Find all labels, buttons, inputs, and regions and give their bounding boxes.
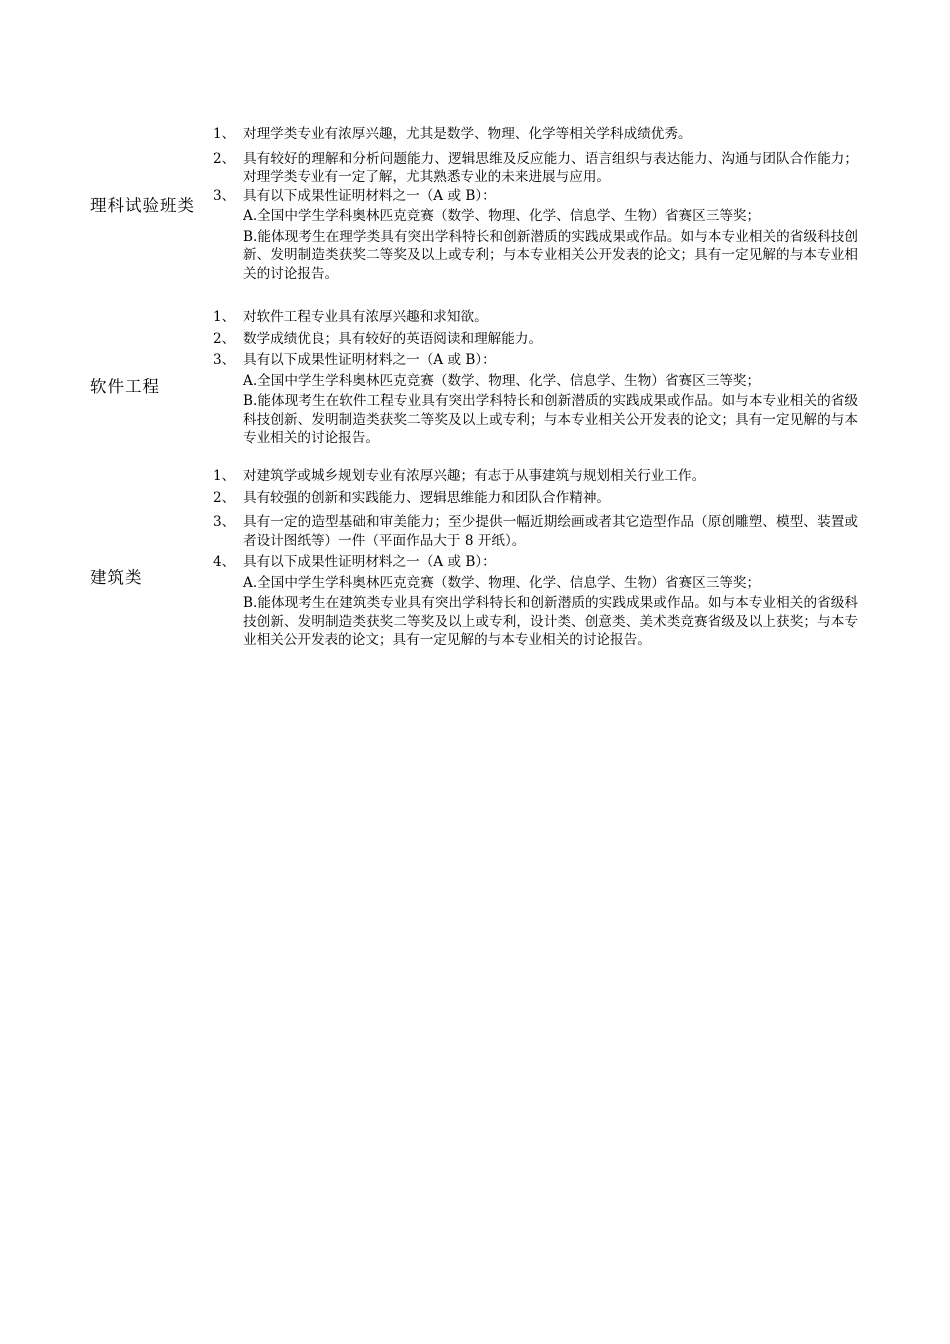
item-number: 4、 <box>213 554 236 570</box>
item-text: 数学成绩优良；具有较好的英语阅读和理解能力。 <box>243 330 543 347</box>
requirement-list <box>213 308 858 448</box>
category-label: 软件工程 <box>90 377 160 396</box>
item-text: 对理学类专业有浓厚兴趣，尤其是数学、物理、化学等相关学科成绩优秀。 <box>243 126 692 142</box>
list-item <box>213 553 858 572</box>
evidence-option-a: A.全国中学生学科奥林匹克竞赛（数学、物理、化学、信息学、生物）省赛区三等奖； <box>243 574 761 591</box>
evidence-option-b: B.能体现考生在软件工程专业具有突出学科特长和创新潜质的实践成果或作品。如与本专业相关的省级科技创新、发明制造类获奖二等奖及以上或专利；与本专业相关公开发表的论文；具有一定见解的与本专业相关的讨论报告。 <box>243 393 858 446</box>
item-number: 3、 <box>213 187 236 204</box>
evidence-option-b: B.能体现考生在理学类具有突出学科特长和创新潜质的实践成果或作品。如与本专业相关的省级科技创新、发明制造类获奖二等奖及以上或专利；与本专业相关公开发表的论文；具有一定见解的与本专业相关的讨论报告。 <box>243 228 858 282</box>
category-label: 建筑类 <box>90 568 143 587</box>
list-item <box>213 125 858 144</box>
item-text: 具有一定的造型基础和审美能力；至少提供一幅近期绘画或者其它造型作品（原创雕塑、模型、装置或者设计图纸等）一件（平面作品大于 8 开纸）。 <box>243 514 858 549</box>
item-number: 2、 <box>213 150 236 167</box>
evidence-option-b: B.能体现考生在建筑类专业具有突出学科特长和创新潜质的实践成果或作品。如与本专业相关的省级科技创新、发明制造类获奖二等奖及以上或专利，设计类、创意类、美术类竞赛省级及以上获奖；与本专业相关公开发表的论文；具有一定见解的与本专业相关的讨论报告。 <box>243 595 858 648</box>
item-text: 对建筑学或城乡规划专业有浓厚兴趣；有志于从事建筑与规划相关行业工作。 <box>243 468 706 484</box>
item-number: 1、 <box>213 309 236 325</box>
list-item <box>213 330 858 349</box>
item-number: 1、 <box>213 126 236 142</box>
list-item <box>213 187 858 206</box>
item-text: 对软件工程专业具有浓厚兴趣和求知欲。 <box>243 309 488 325</box>
list-item <box>213 513 858 550</box>
list-item <box>213 308 858 327</box>
item-text: 具有以下成果性证明材料之一（A 或 B）： <box>243 554 496 570</box>
item-text: 具有较强的创新和实践能力、逻辑思维能力和团队合作精神。 <box>243 489 611 506</box>
list-item <box>213 489 858 508</box>
list-item <box>213 150 858 187</box>
requirement-list <box>213 467 858 650</box>
category-label: 理科试验班类 <box>90 196 195 215</box>
item-number: 3、 <box>213 514 236 530</box>
item-text: 具有较好的理解和分析问题能力、逻辑思维及反应能力、语言组织与表达能力、沟通与团队合作能力；对理学类专业有一定了解，尤其熟悉专业的未来进展与应用。 <box>243 150 858 185</box>
list-item <box>213 467 858 486</box>
evidence-option-a: A.全国中学生学科奥林匹克竞赛（数学、物理、化学、信息学、生物）省赛区三等奖； <box>243 372 761 389</box>
requirement-list <box>213 125 858 283</box>
list-item <box>213 351 858 370</box>
item-text: 具有以下成果性证明材料之一（A 或 B）： <box>243 187 496 204</box>
evidence-option-a: A.全国中学生学科奥林匹克竞赛（数学、物理、化学、信息学、生物）省赛区三等奖； <box>243 208 761 224</box>
item-text: 具有以下成果性证明材料之一（A 或 B）： <box>243 352 496 368</box>
item-number: 2、 <box>213 330 236 347</box>
item-number: 1、 <box>213 468 236 484</box>
item-number: 2、 <box>213 489 236 506</box>
item-number: 3、 <box>213 352 236 368</box>
